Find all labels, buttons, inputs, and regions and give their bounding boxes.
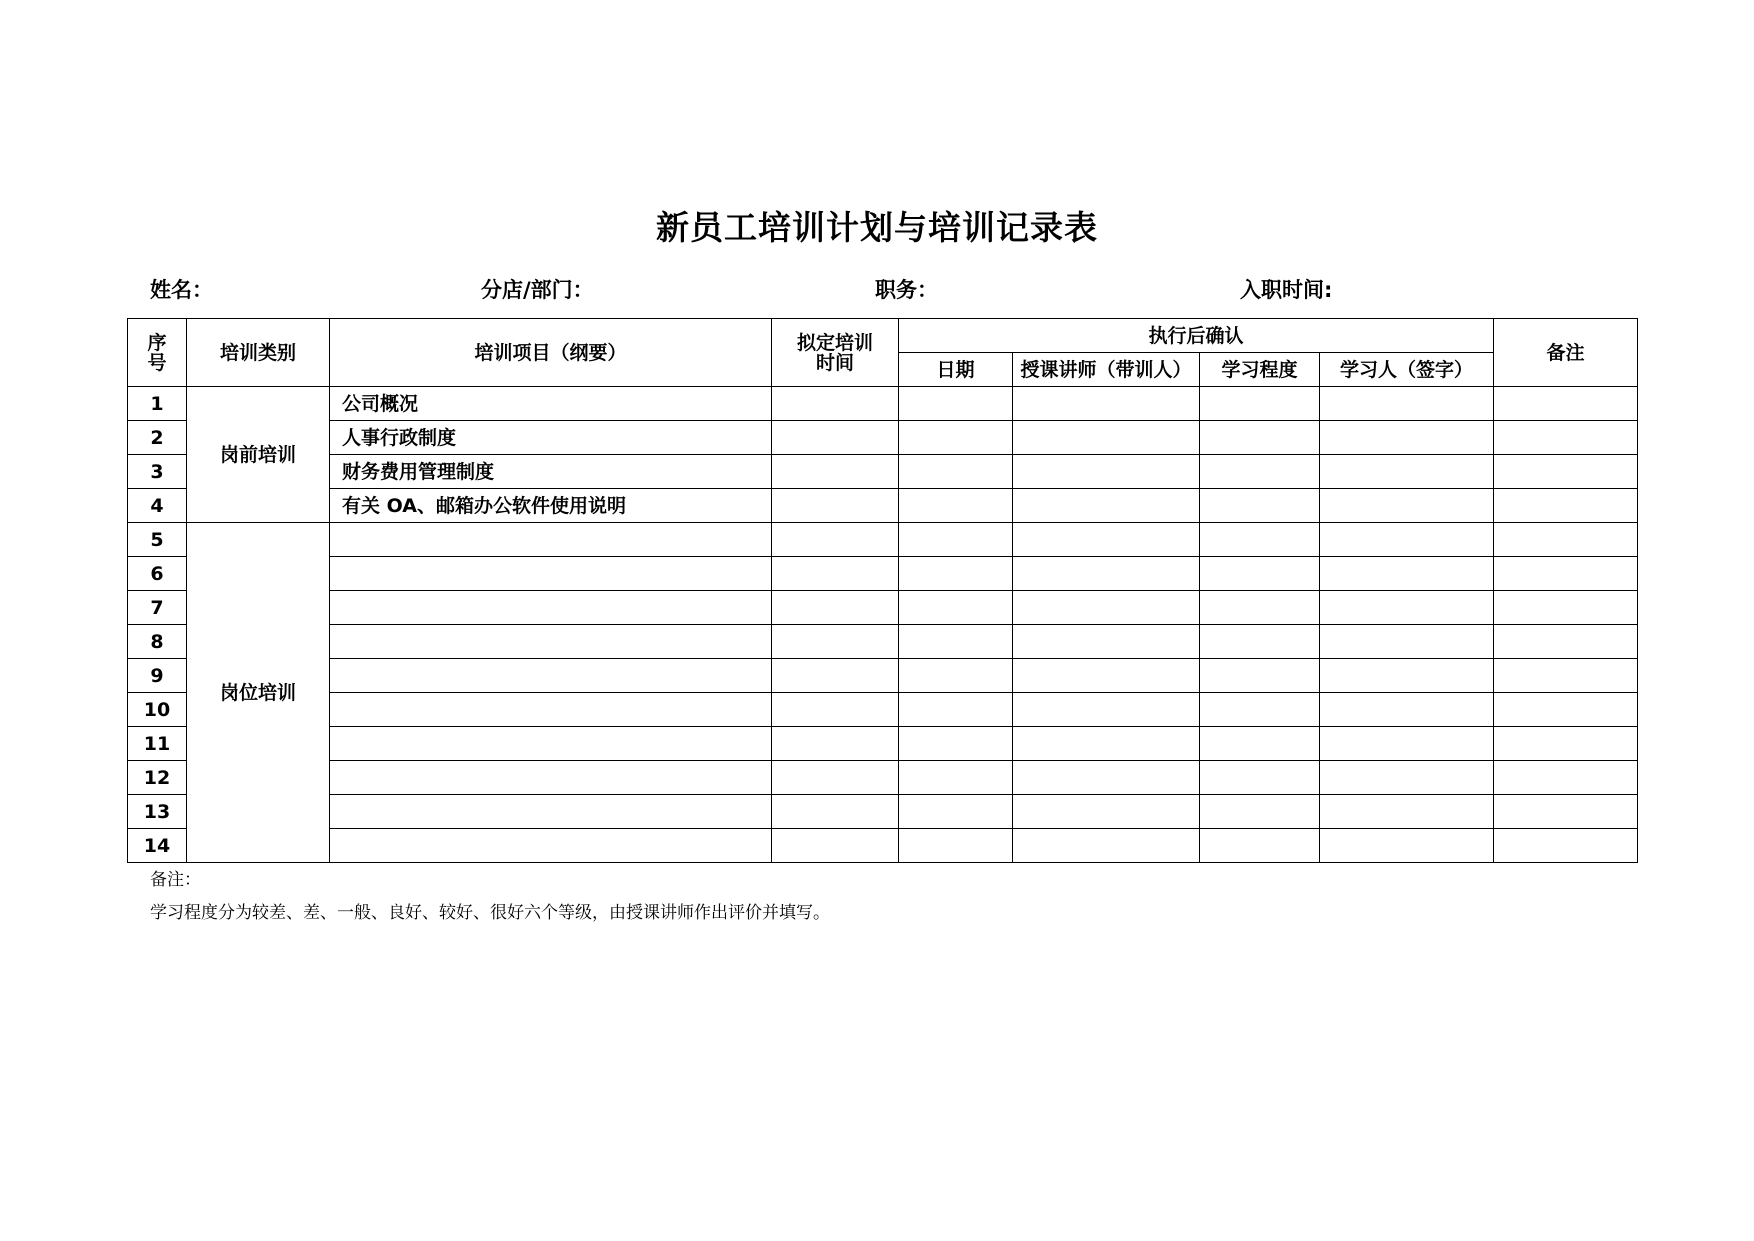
remarks-cell[interactable] xyxy=(1494,659,1638,693)
progress-cell[interactable] xyxy=(1200,557,1320,591)
date-cell[interactable] xyxy=(899,795,1013,829)
progress-cell[interactable] xyxy=(1200,523,1320,557)
instructor-cell[interactable] xyxy=(1013,421,1200,455)
learner-signature-cell[interactable] xyxy=(1320,625,1494,659)
learner-signature-cell[interactable] xyxy=(1320,421,1494,455)
progress-cell[interactable] xyxy=(1200,659,1320,693)
learner-signature-cell[interactable] xyxy=(1320,829,1494,863)
instructor-cell[interactable] xyxy=(1013,693,1200,727)
instructor-cell[interactable] xyxy=(1013,489,1200,523)
training-item[interactable]: 财务费用管理制度 xyxy=(330,455,772,489)
row-number: 2 xyxy=(128,421,187,455)
progress-cell[interactable] xyxy=(1200,455,1320,489)
planned-time-cell[interactable] xyxy=(772,591,899,625)
learner-signature-cell[interactable] xyxy=(1320,795,1494,829)
table-row xyxy=(128,625,1638,659)
header-item: 培训项目（纲要） xyxy=(330,319,772,387)
date-cell[interactable] xyxy=(899,727,1013,761)
training-item[interactable] xyxy=(330,557,772,591)
training-record-table xyxy=(127,318,1638,863)
planned-time-cell[interactable] xyxy=(772,693,899,727)
training-item[interactable]: 公司概况 xyxy=(330,387,772,421)
remarks-cell[interactable] xyxy=(1494,387,1638,421)
instructor-cell[interactable] xyxy=(1013,591,1200,625)
date-cell[interactable] xyxy=(899,693,1013,727)
header-date: 日期 xyxy=(899,353,1013,387)
learner-signature-cell[interactable] xyxy=(1320,557,1494,591)
date-cell[interactable] xyxy=(899,557,1013,591)
planned-time-cell[interactable] xyxy=(772,557,899,591)
progress-cell[interactable] xyxy=(1200,387,1320,421)
row-number: 8 xyxy=(128,625,187,659)
date-cell[interactable] xyxy=(899,387,1013,421)
training-item[interactable] xyxy=(330,625,772,659)
table-row xyxy=(128,659,1638,693)
header-instructor: 授课讲师（带训人） xyxy=(1013,353,1200,387)
header-progress: 学习程度 xyxy=(1200,353,1320,387)
training-item[interactable] xyxy=(330,659,772,693)
header-confirm-group: 执行后确认 xyxy=(899,319,1494,353)
progress-cell[interactable] xyxy=(1200,727,1320,761)
training-item[interactable] xyxy=(330,795,772,829)
row-number: 10 xyxy=(128,693,187,727)
header-planned-time-line1: 拟定培训 xyxy=(796,331,873,354)
header-learner: 学习人（签字） xyxy=(1320,353,1494,387)
table-row xyxy=(128,557,1638,591)
header-planned-time xyxy=(772,319,899,387)
department-label: 分店/部门： xyxy=(481,278,594,302)
remarks-cell[interactable] xyxy=(1494,455,1638,489)
row-number: 5 xyxy=(128,523,187,557)
table-row xyxy=(128,693,1638,727)
date-cell[interactable] xyxy=(899,659,1013,693)
progress-cell[interactable] xyxy=(1200,625,1320,659)
planned-time-cell[interactable] xyxy=(772,489,899,523)
planned-time-cell[interactable] xyxy=(772,761,899,795)
training-item[interactable]: 有关 OA、邮箱办公软件使用说明 xyxy=(330,489,772,523)
header-remarks: 备注 xyxy=(1494,319,1638,387)
date-cell[interactable] xyxy=(899,489,1013,523)
table-row xyxy=(128,727,1638,761)
table-row xyxy=(128,455,1638,489)
progress-cell[interactable] xyxy=(1200,489,1320,523)
hire-date-label: 入职时间: xyxy=(1240,278,1333,302)
header-planned-time-line2: 时间 xyxy=(815,351,854,374)
table-row xyxy=(128,591,1638,625)
training-category: 岗位培训 xyxy=(187,523,330,863)
learner-signature-cell[interactable] xyxy=(1320,659,1494,693)
training-category: 岗前培训 xyxy=(187,387,330,523)
table-row xyxy=(128,489,1638,523)
planned-time-cell[interactable] xyxy=(772,387,899,421)
training-item[interactable]: 人事行政制度 xyxy=(330,421,772,455)
date-cell[interactable] xyxy=(899,761,1013,795)
row-number: 13 xyxy=(128,795,187,829)
training-item[interactable] xyxy=(330,693,772,727)
table-row xyxy=(128,387,1638,421)
position-label: 职务： xyxy=(875,278,938,302)
training-item[interactable] xyxy=(330,829,772,863)
progress-cell[interactable] xyxy=(1200,693,1320,727)
remarks-cell[interactable] xyxy=(1494,557,1638,591)
remarks-cell[interactable] xyxy=(1494,693,1638,727)
planned-time-cell[interactable] xyxy=(772,795,899,829)
planned-time-cell[interactable] xyxy=(772,727,899,761)
table-body xyxy=(128,387,1638,863)
remarks-cell[interactable] xyxy=(1494,761,1638,795)
table-row xyxy=(128,761,1638,795)
instructor-cell[interactable] xyxy=(1013,625,1200,659)
table-row xyxy=(128,795,1638,829)
progress-cell[interactable] xyxy=(1200,829,1320,863)
planned-time-cell[interactable] xyxy=(772,659,899,693)
training-item[interactable] xyxy=(330,591,772,625)
instructor-cell[interactable] xyxy=(1013,761,1200,795)
date-cell[interactable] xyxy=(899,421,1013,455)
footnote-text: 学习程度分为较差、差、一般、良好、较好、很好六个等级，由授课讲师作出评价并填写。 xyxy=(150,903,830,923)
instructor-cell[interactable] xyxy=(1013,523,1200,557)
planned-time-cell[interactable] xyxy=(772,455,899,489)
date-cell[interactable] xyxy=(899,829,1013,863)
planned-time-cell[interactable] xyxy=(772,625,899,659)
progress-cell[interactable] xyxy=(1200,421,1320,455)
training-item[interactable] xyxy=(330,727,772,761)
learner-signature-cell[interactable] xyxy=(1320,761,1494,795)
instructor-cell[interactable] xyxy=(1013,387,1200,421)
row-number: 14 xyxy=(128,829,187,863)
row-number: 3 xyxy=(128,455,187,489)
row-number: 4 xyxy=(128,489,187,523)
remarks-cell[interactable] xyxy=(1494,523,1638,557)
row-number: 1 xyxy=(128,387,187,421)
header-seq xyxy=(128,319,187,387)
instructor-cell[interactable] xyxy=(1013,727,1200,761)
planned-time-cell[interactable] xyxy=(772,421,899,455)
progress-cell[interactable] xyxy=(1200,761,1320,795)
progress-cell[interactable] xyxy=(1200,591,1320,625)
remarks-cell[interactable] xyxy=(1494,489,1638,523)
progress-cell[interactable] xyxy=(1200,795,1320,829)
table-row xyxy=(128,523,1638,557)
date-cell[interactable] xyxy=(899,625,1013,659)
document-title: 新员工培训计划与培训记录表 xyxy=(656,208,1098,247)
instructor-cell[interactable] xyxy=(1013,455,1200,489)
learner-signature-cell[interactable] xyxy=(1320,455,1494,489)
training-item[interactable] xyxy=(330,761,772,795)
remarks-cell[interactable] xyxy=(1494,625,1638,659)
training-item[interactable] xyxy=(330,523,772,557)
row-number: 9 xyxy=(128,659,187,693)
remarks-cell[interactable] xyxy=(1494,591,1638,625)
planned-time-cell[interactable] xyxy=(772,829,899,863)
name-label: 姓名： xyxy=(150,278,213,302)
header-seq-line2: 号 xyxy=(147,351,167,374)
remarks-cell[interactable] xyxy=(1494,795,1638,829)
learner-signature-cell[interactable] xyxy=(1320,387,1494,421)
instructor-cell[interactable] xyxy=(1013,829,1200,863)
remarks-cell[interactable] xyxy=(1494,829,1638,863)
instructor-cell[interactable] xyxy=(1013,795,1200,829)
date-cell[interactable] xyxy=(899,523,1013,557)
remarks-cell[interactable] xyxy=(1494,727,1638,761)
row-number: 12 xyxy=(128,761,187,795)
footnote-title: 备注： xyxy=(150,870,201,890)
instructor-cell[interactable] xyxy=(1013,557,1200,591)
planned-time-cell[interactable] xyxy=(772,523,899,557)
header-category: 培训类别 xyxy=(187,319,330,387)
row-number: 11 xyxy=(128,727,187,761)
date-cell[interactable] xyxy=(899,591,1013,625)
table-row xyxy=(128,421,1638,455)
row-number: 6 xyxy=(128,557,187,591)
learner-signature-cell[interactable] xyxy=(1320,727,1494,761)
learner-signature-cell[interactable] xyxy=(1320,489,1494,523)
learner-signature-cell[interactable] xyxy=(1320,591,1494,625)
learner-signature-cell[interactable] xyxy=(1320,523,1494,557)
date-cell[interactable] xyxy=(899,455,1013,489)
instructor-cell[interactable] xyxy=(1013,659,1200,693)
row-number: 7 xyxy=(128,591,187,625)
learner-signature-cell[interactable] xyxy=(1320,693,1494,727)
remarks-cell[interactable] xyxy=(1494,421,1638,455)
table-row xyxy=(128,829,1638,863)
header-seq-line1: 序 xyxy=(147,331,167,354)
